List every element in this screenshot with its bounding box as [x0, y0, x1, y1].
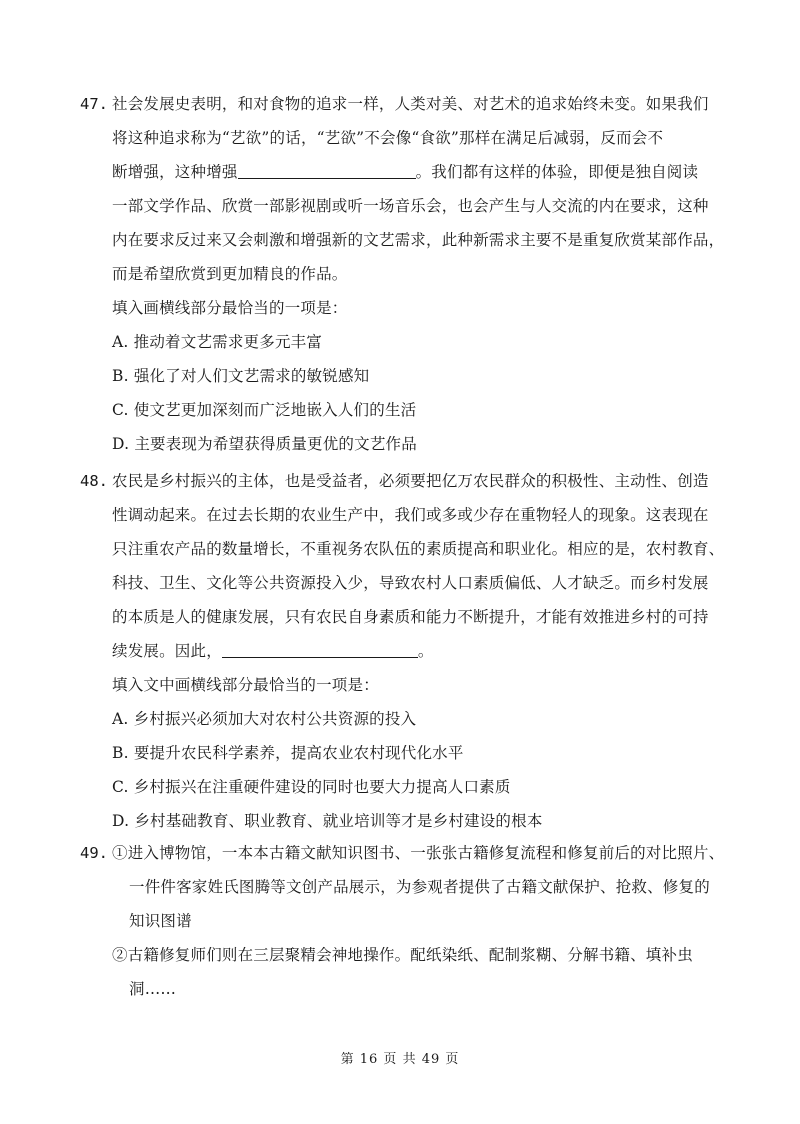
fill-blank	[238, 160, 416, 179]
question-text-segment: 。	[417, 642, 434, 660]
option-d: D. 乡村基础教育、职业教育、就业培训等才是乡村建设的根本	[112, 812, 543, 830]
question-text-line	[112, 634, 730, 668]
question-text-line: 一部文学作品、欣赏一部影视剧或听一场音乐会，也会产生与人交流的内在要求，这种	[112, 197, 709, 215]
option-c: C. 使文艺更加深刻而广泛地嵌入人们的生活	[112, 401, 417, 419]
question-text-line	[112, 155, 730, 189]
question-text-line: 科技、卫生、文化等公共资源投入少，导致农村人口素质偏低、人才缺乏。而乡村发展	[112, 574, 709, 592]
question-number: 49.	[80, 844, 108, 862]
question-number: 47.	[80, 95, 108, 113]
sentence-item-1-continued: 知识图谱	[129, 912, 192, 930]
question-text-segment: 。我们都有这样的体验，即便是独自阅读	[415, 163, 699, 181]
question-prompt: 填入画横线部分最恰当的一项是：	[112, 299, 348, 317]
question-body	[112, 836, 730, 1006]
question-text-segment: 断增强，这种增强	[112, 163, 238, 181]
question-text-line: 只注重农产品的数量增长，不重视务农队伍的素质提高和职业化。相应的是，农村教育、	[112, 540, 725, 558]
question-text-segment: 续发展。因此，	[112, 642, 222, 660]
page-footer: 第 16 页 共 49 页	[340, 1052, 460, 1067]
option-b: B. 要提升农民科学素养，提高农业农村现代化水平	[112, 744, 464, 762]
option-c: C. 乡村振兴在注重硬件建设的同时也要大力提高人口素质	[112, 778, 511, 796]
sentence-item-2-continued: 洞……	[129, 980, 177, 998]
sentence-item-2: ②古籍修复师们则在三层聚精会神地操作。配纸染纸、配制浆糊、分解书籍、填补虫	[112, 946, 693, 964]
option-d: D. 主要表现为希望获得质量更优的文艺作品	[112, 435, 417, 453]
fill-blank	[222, 639, 418, 658]
question-number: 48.	[80, 472, 108, 490]
question-prompt: 填入文中画横线部分最恰当的一项是：	[112, 676, 379, 694]
sentence-item-1-continued: 一件件客家姓氏图腾等文创产品展示，为参观者提供了古籍文献保护、抢救、修复的	[129, 878, 710, 896]
question-text-line: 而是希望欣赏到更加精良的作品。	[112, 265, 348, 283]
question-body	[112, 464, 730, 838]
question-text-line: 性调动起来。在过去长期的农业生产中，我们或多或少存在重物轻人的现象。这表现在	[112, 506, 709, 524]
option-a: A. 乡村振兴必须加大对农村公共资源的投入	[112, 710, 417, 728]
option-b: B. 强化了对人们文艺需求的敏锐感知	[112, 367, 370, 385]
question-body	[112, 87, 730, 461]
question-text-line: 的本质是人的健康发展，只有农民自身素质和能力不断提升，才能有效推进乡村的可持	[112, 608, 709, 626]
question-text-line: 社会发展史表明，和对食物的追求一样，人类对美、对艺术的追求始终未变。如果我们	[112, 95, 709, 113]
question-text-line: 内在要求反过来又会刺激和增强新的文艺需求，此种新需求主要不是重复欣赏某部作品，	[112, 231, 725, 249]
question-text-line: 将这种追求称为“艺欲”的话，“艺欲”不会像“食欲”那样在满足后减弱，反而会不	[112, 129, 664, 147]
question-text-line: 农民是乡村振兴的主体，也是受益者，必须要把亿万农民群众的积极性、主动性、创造	[112, 472, 709, 490]
sentence-item-1: ①进入博物馆，一本本古籍文献知识图书、一张张古籍修复流程和修复前后的对比照片、	[112, 844, 725, 862]
option-a: A. 推动着文艺需求更多元丰富	[112, 333, 323, 351]
